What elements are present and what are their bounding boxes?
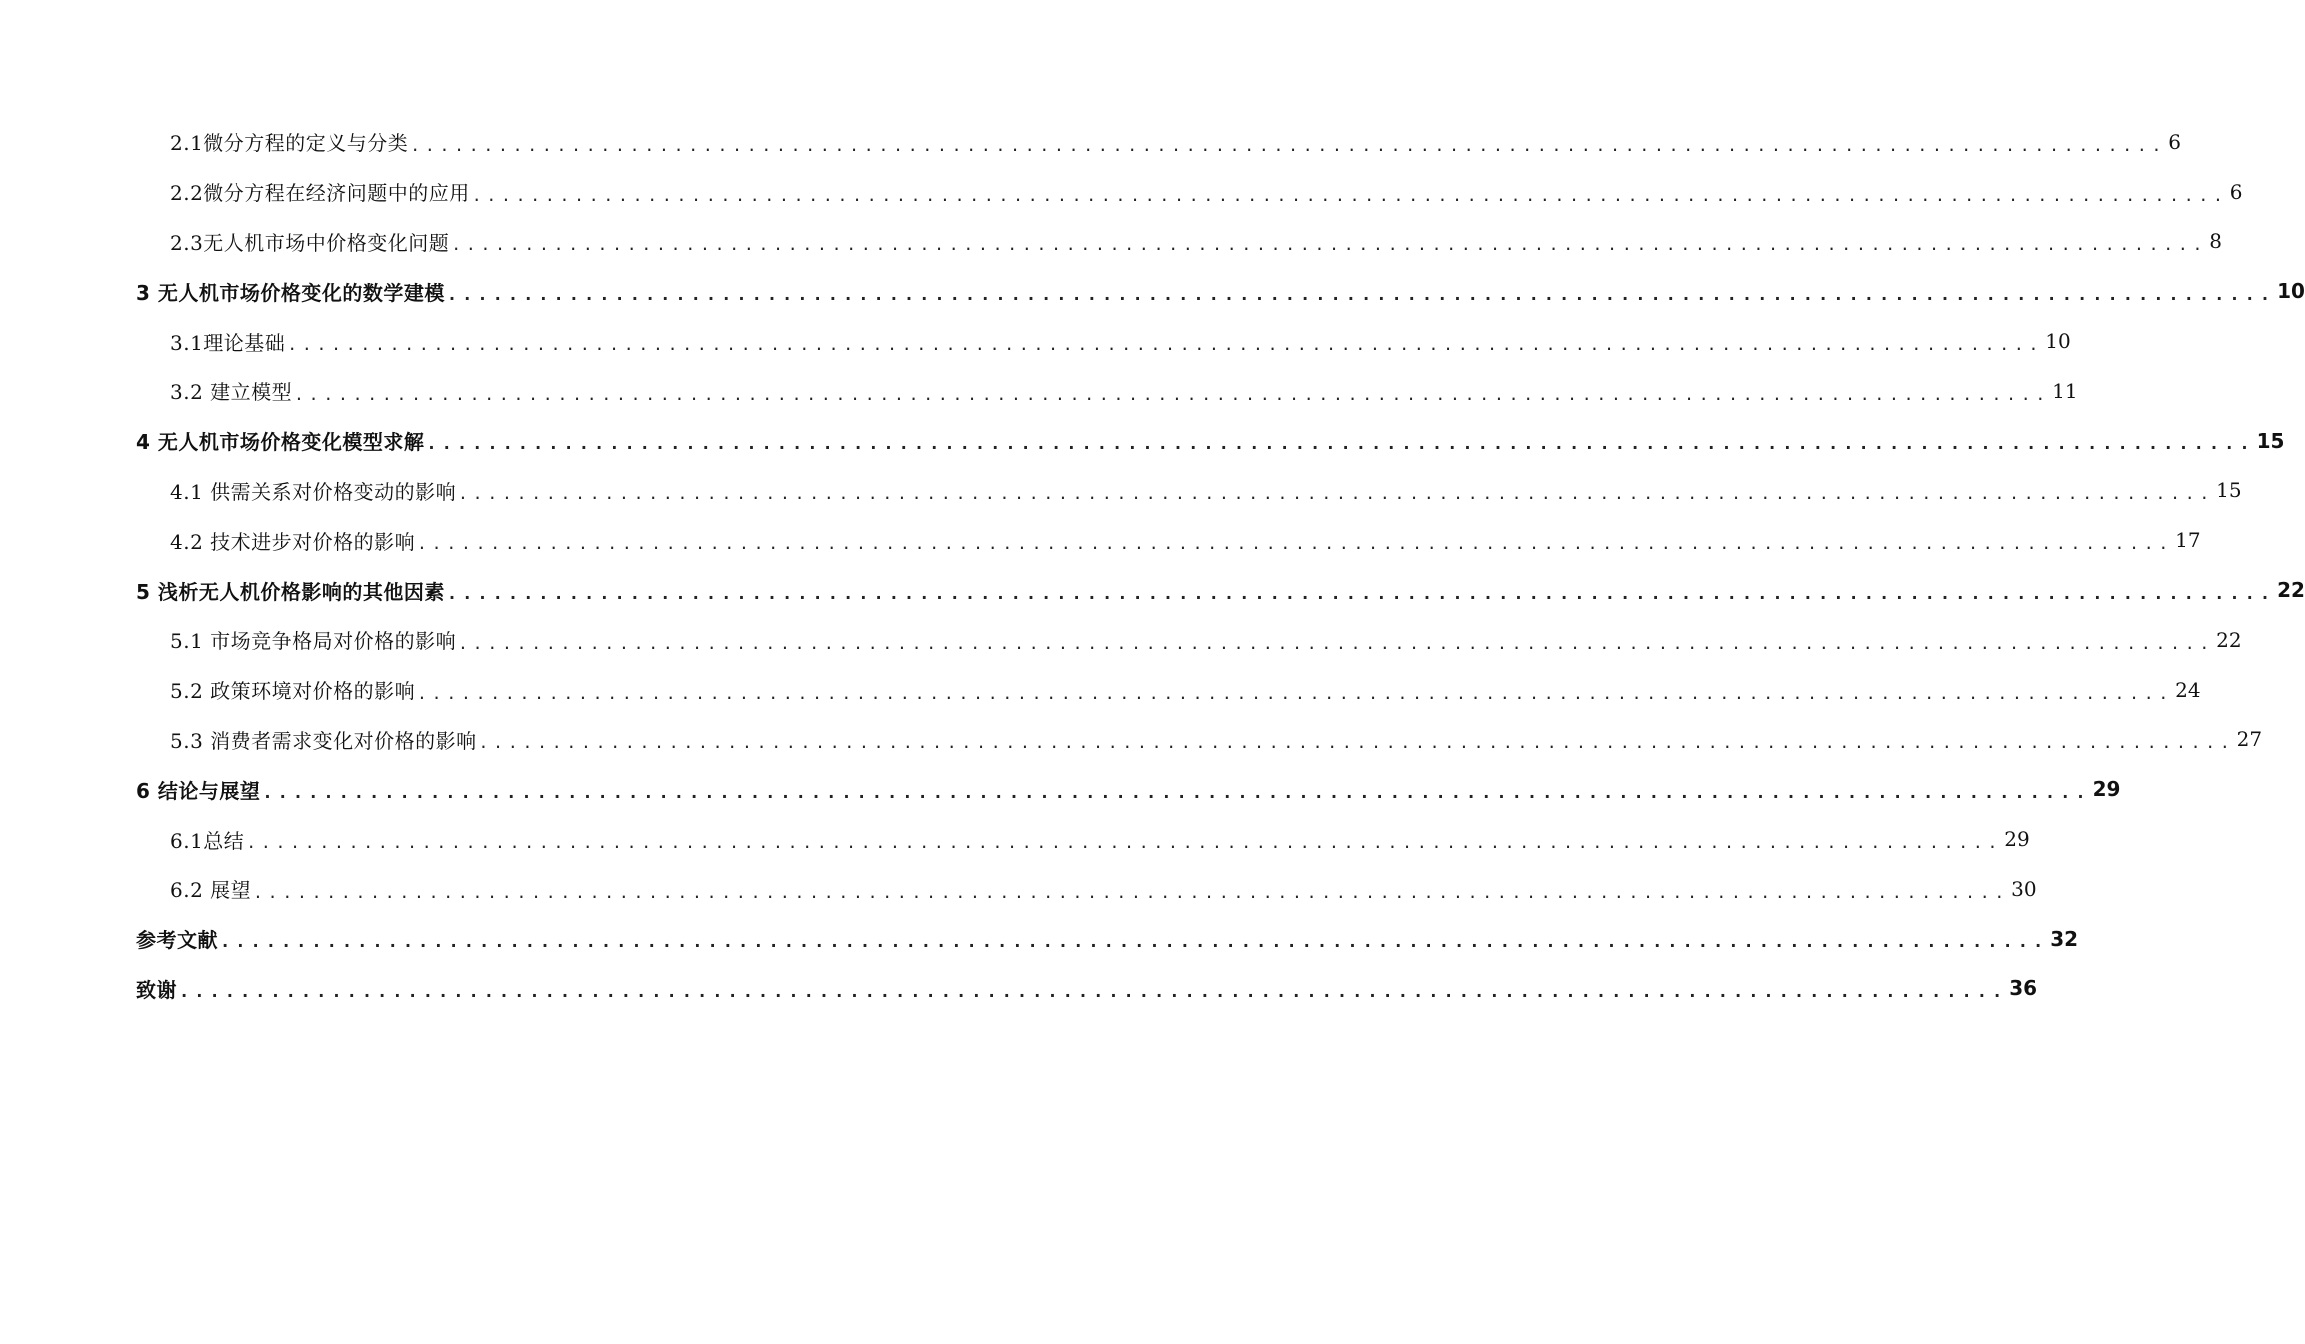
toc-dot-leader: ........................................................................................................................ xyxy=(446,284,2276,305)
toc-entry[interactable] xyxy=(136,117,2181,167)
toc-entry-page: 22 xyxy=(2277,578,2305,603)
toc-entry[interactable] xyxy=(136,167,2243,217)
toc-entry-page: 24 xyxy=(2175,677,2201,702)
toc-entry-title: 5.1 市场竞争格局对价格的影响 xyxy=(170,625,456,654)
toc-dot-leader: ........................................................................................................................ xyxy=(458,633,2215,653)
toc-dot-leader: ........................................................................................................................ xyxy=(410,135,2167,155)
toc-entry-page: 32 xyxy=(2050,926,2079,951)
toc-entry-page: 30 xyxy=(2011,876,2037,901)
toc-entry-title: 2.2微分方程在经济问题中的应用 xyxy=(170,177,470,206)
toc-entry-title: 6.1总结 xyxy=(170,825,244,854)
toc-entry-page: 11 xyxy=(2052,378,2078,403)
toc-entry-page: 17 xyxy=(2175,528,2201,553)
toc-dot-leader: ........................................................................................................................ xyxy=(458,484,2215,504)
toc-dot-leader: ........................................................................................................................ xyxy=(179,981,2008,1002)
toc-entry-title: 致谢 xyxy=(136,974,177,1003)
toc-entry-title: 4.2 技术进步对价格的影响 xyxy=(170,526,415,555)
toc-entry-title: 参考文献 xyxy=(136,924,218,953)
toc-entry-title: 2.1微分方程的定义与分类 xyxy=(170,127,408,156)
toc-entry-page: 15 xyxy=(2256,428,2285,453)
toc-entry-page: 10 xyxy=(2045,329,2071,354)
toc-dot-leader: ........................................................................................................................ xyxy=(287,335,2044,355)
toc-dot-leader: ........................................................................................................................ xyxy=(246,833,2003,853)
toc-dot-leader: ........................................................................................................................ xyxy=(262,782,2091,803)
toc-entry-page: 29 xyxy=(2004,827,2030,852)
toc-dot-leader: ........................................................................................................................ xyxy=(253,882,2010,902)
toc-entry-title: 4 无人机市场价格变化模型求解 xyxy=(136,426,424,455)
toc-entry-page: 8 xyxy=(2209,229,2222,254)
toc-entry[interactable] xyxy=(136,217,2222,267)
toc-entry[interactable] xyxy=(136,366,2078,416)
toc-entry-page: 6 xyxy=(2168,129,2181,154)
toc-dot-leader: ........................................................................................................................ xyxy=(294,384,2051,404)
toc-entry-page: 10 xyxy=(2277,279,2305,304)
toc-dot-leader: ........................................................................................................................ xyxy=(446,583,2276,604)
toc-entry[interactable] xyxy=(136,964,2038,1014)
toc-dot-leader: ........................................................................................................................ xyxy=(417,534,2174,554)
toc-entry-page: 27 xyxy=(2236,727,2263,752)
table-of-contents xyxy=(136,117,2305,1013)
toc-entry[interactable] xyxy=(136,565,2305,615)
toc-entry-page: 6 xyxy=(2229,179,2243,204)
toc-dot-leader: ........................................................................................................................ xyxy=(471,185,2228,205)
toc-entry-title: 2.3无人机市场中价格变化问题 xyxy=(170,227,449,256)
toc-entry[interactable] xyxy=(136,665,2201,715)
toc-entry-page: 29 xyxy=(2092,777,2121,802)
toc-entry[interactable] xyxy=(136,914,2079,964)
toc-dot-leader: ........................................................................................................................ xyxy=(426,434,2255,455)
toc-entry[interactable] xyxy=(136,416,2285,466)
toc-entry-title: 6.2 展望 xyxy=(170,874,251,903)
toc-entry-title: 3.2 建立模型 xyxy=(170,376,292,405)
toc-entry-title: 4.1 供需关系对价格变动的影响 xyxy=(170,476,456,505)
toc-entry-page: 22 xyxy=(2216,627,2242,652)
toc-entry-title: 6 结论与展望 xyxy=(136,775,260,804)
toc-entry-title: 5.2 政策环境对价格的影响 xyxy=(170,675,415,704)
toc-entry-title: 3.1理论基础 xyxy=(170,327,285,356)
toc-entry[interactable] xyxy=(136,864,2037,914)
toc-entry[interactable] xyxy=(136,615,2242,665)
toc-entry-page: 15 xyxy=(2216,478,2242,503)
toc-dot-leader: ........................................................................................................................ xyxy=(478,733,2235,753)
toc-dot-leader: ........................................................................................................................ xyxy=(220,932,2049,953)
toc-entry[interactable] xyxy=(136,266,2305,316)
toc-dot-leader: ........................................................................................................................ xyxy=(451,235,2208,255)
toc-entry[interactable] xyxy=(136,316,2071,366)
toc-entry[interactable] xyxy=(136,814,2030,864)
toc-entry-page: 36 xyxy=(2009,976,2038,1001)
toc-dot-leader: ........................................................................................................................ xyxy=(417,683,2174,703)
toc-entry[interactable] xyxy=(136,715,2263,765)
toc-entry[interactable] xyxy=(136,764,2121,814)
toc-entry-title: 5.3 消费者需求变化对价格的影响 xyxy=(170,725,477,754)
toc-entry[interactable] xyxy=(136,515,2201,565)
toc-entry-title: 3 无人机市场价格变化的数学建模 xyxy=(136,277,445,306)
toc-entry[interactable] xyxy=(136,466,2242,516)
toc-entry-title: 5 浅析无人机价格影响的其他因素 xyxy=(136,576,445,605)
